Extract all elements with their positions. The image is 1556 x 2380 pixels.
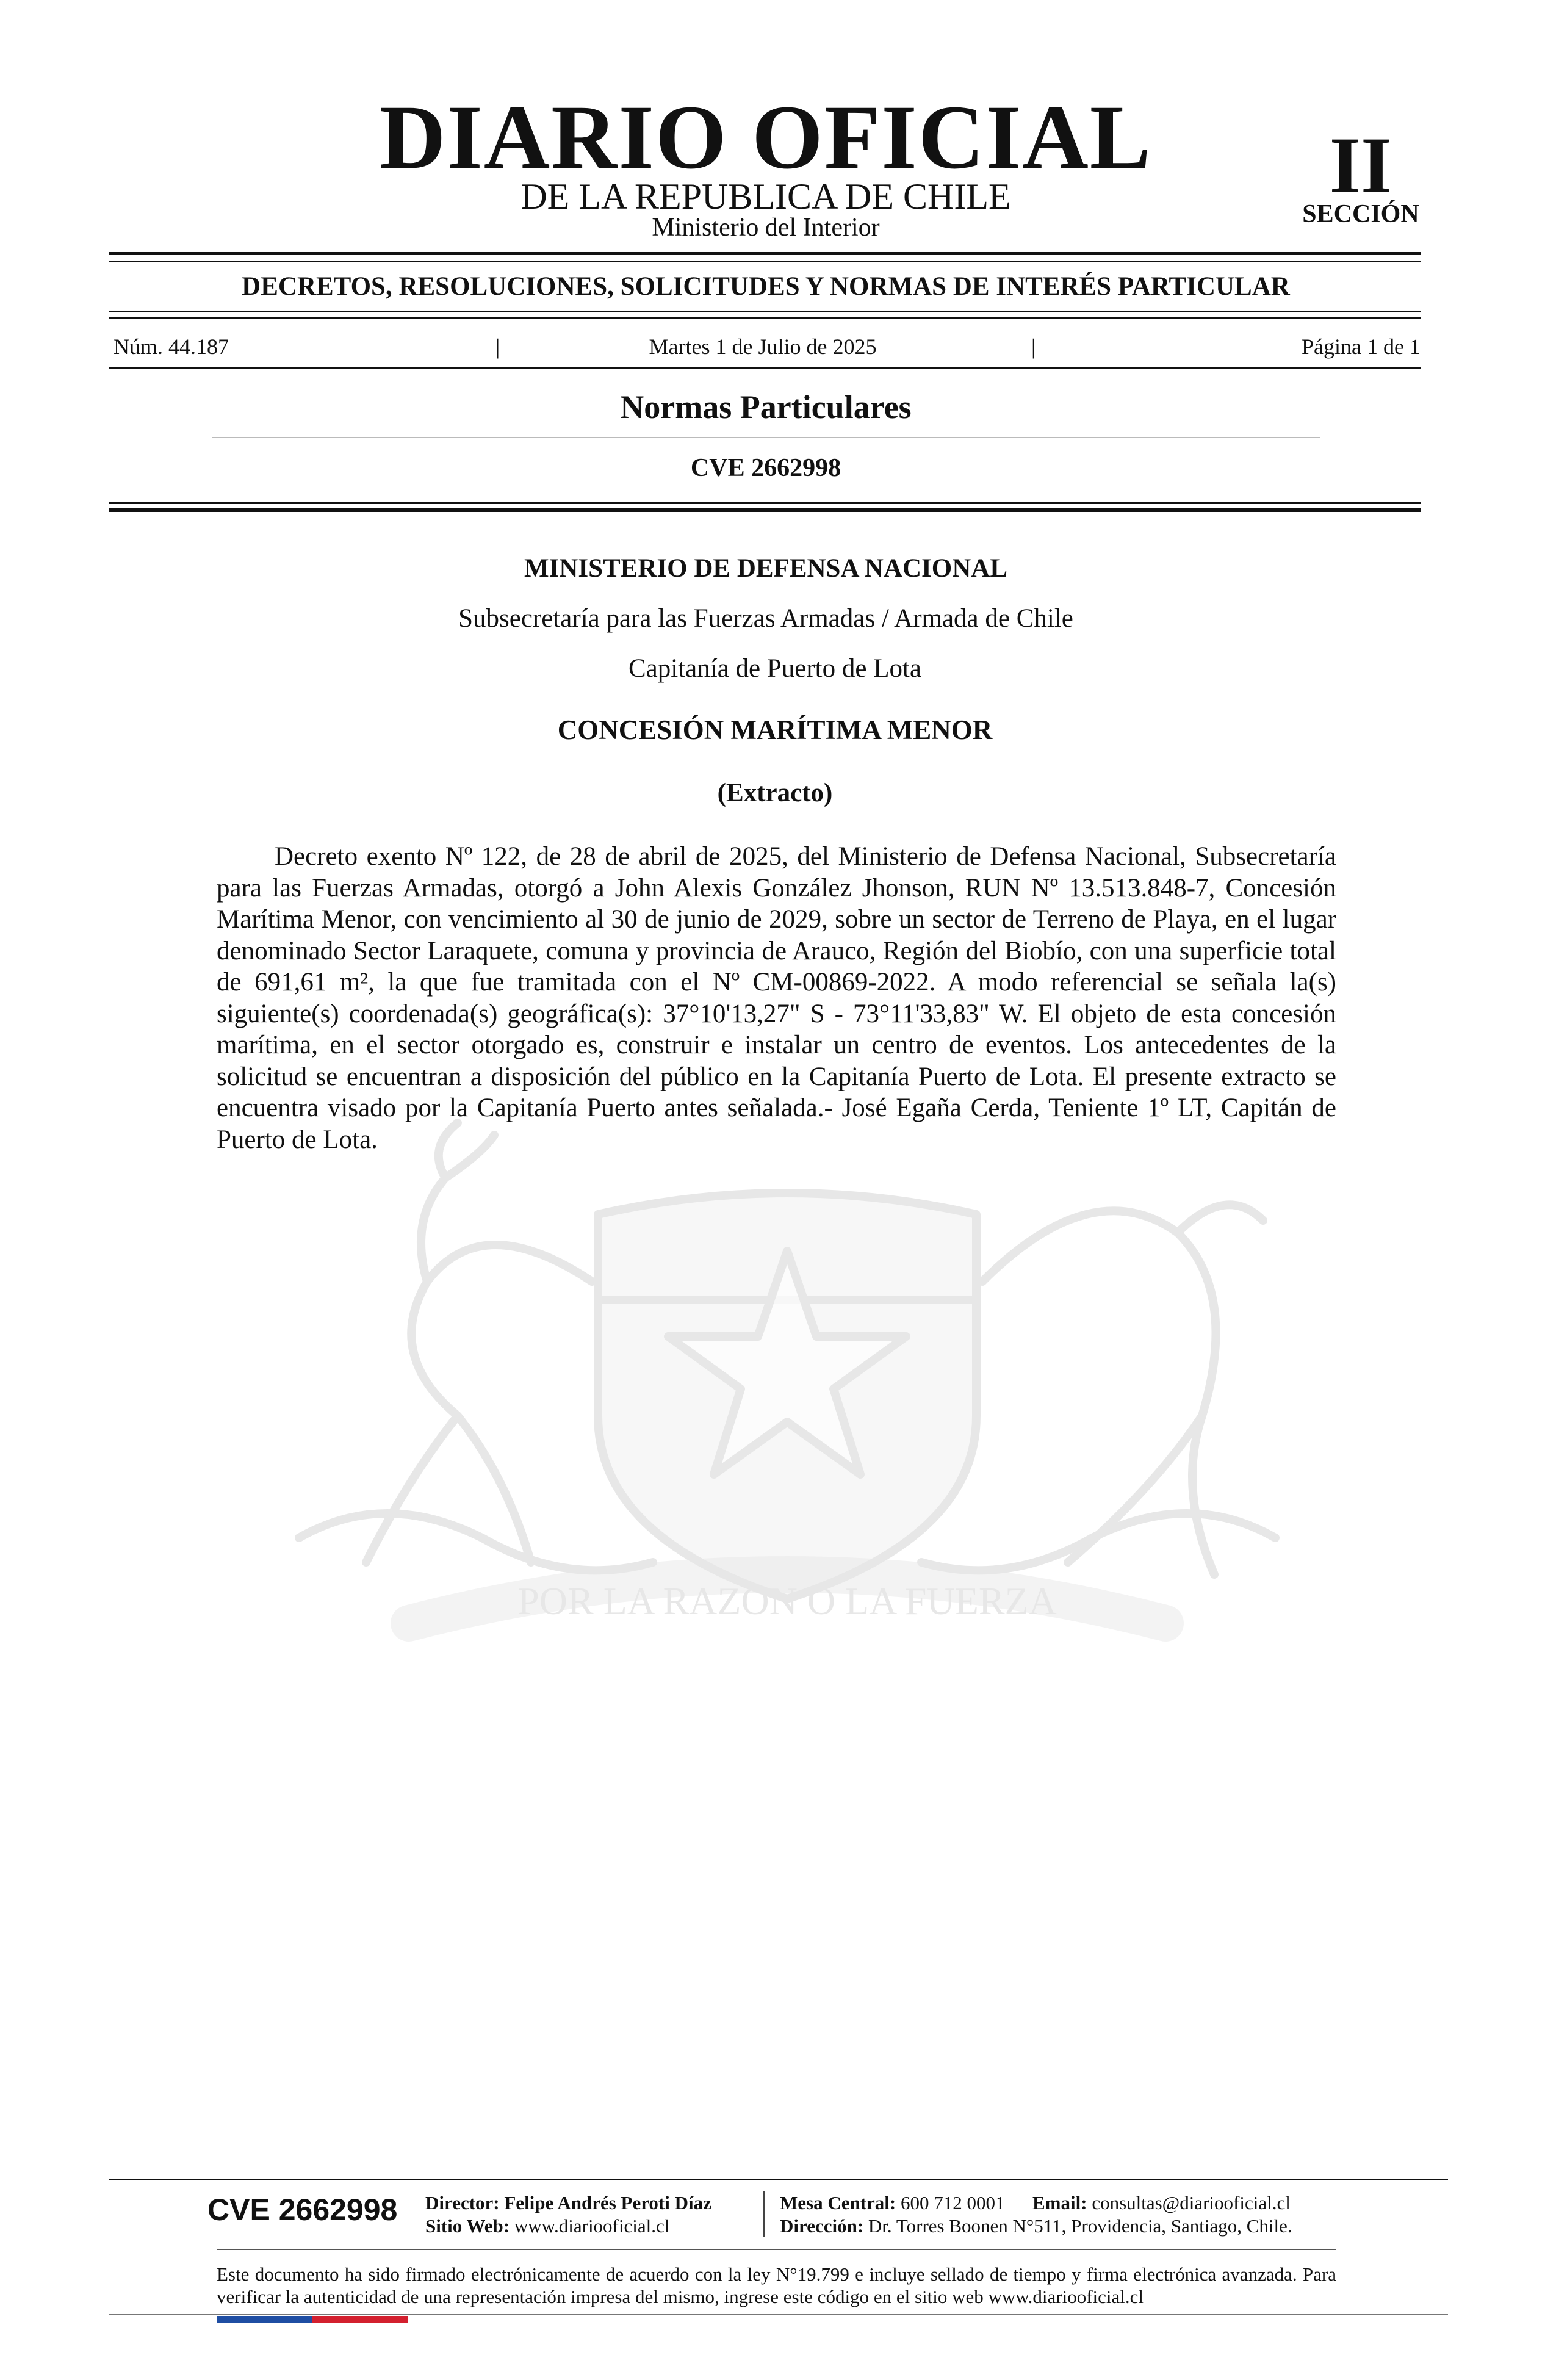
meta-separator: | bbox=[495, 334, 500, 359]
subsecretaria: Subsecretaría para las Fuerzas Armadas / Armada de Chile bbox=[458, 604, 1073, 633]
watermark-motto: POR LA RAZON O LA FUERZA bbox=[517, 1579, 1057, 1623]
rule-heading-bottom-thick bbox=[109, 317, 1421, 319]
document-title: CONCESIÓN MARÍTIMA MENOR bbox=[557, 715, 993, 745]
footer-website-link[interactable]: www.diariooficial.cl bbox=[514, 2215, 670, 2237]
rule-top-thin bbox=[109, 261, 1421, 262]
footer-email-link[interactable]: consultas@diariooficial.cl bbox=[1092, 2192, 1291, 2213]
coat-of-arms-watermark bbox=[226, 1098, 1349, 1648]
rule-top-thick bbox=[109, 252, 1421, 255]
issue-date: Martes 1 de Julio de 2025 bbox=[649, 334, 877, 359]
rule-footer-bottom bbox=[109, 2314, 1448, 2315]
rule-cve-thin bbox=[109, 502, 1421, 504]
rule-heading-bottom-thin bbox=[109, 311, 1421, 312]
footer-director bbox=[425, 2193, 711, 2212]
masthead-title: DIARIO OFICIAL bbox=[380, 87, 1152, 188]
section-label: SECCIÓN bbox=[1302, 200, 1419, 228]
masthead-subtitle: DE LA REPUBLICA DE CHILE bbox=[520, 176, 1011, 217]
document-subtitle: (Extracto) bbox=[717, 779, 833, 807]
flag-stripe-red bbox=[312, 2316, 408, 2323]
capitania: Capitanía de Puerto de Lota bbox=[628, 654, 921, 683]
flag-stripe-blue bbox=[217, 2316, 312, 2323]
section-number: II bbox=[1329, 120, 1392, 210]
rule-footer-top bbox=[109, 2179, 1448, 2180]
footer-signature-note: Este documento ha sido firmado electrónicamente de acuerdo con la ley N°19.799 e incluye sellado de tiempo y firma electrónica avanzada. Para verificar la autenticidad de una representación impresa del mismo, ingrese este código en el sitio web www.diariooficial.cl bbox=[217, 2263, 1336, 2307]
footer-mesa-value: 600 712 0001 bbox=[901, 2192, 1005, 2213]
footer-director-label: Director: bbox=[425, 2192, 500, 2213]
section-title: Normas Particulares bbox=[620, 389, 912, 425]
cve-code: CVE 2662998 bbox=[690, 454, 841, 482]
footer-cve-code: CVE 2662998 bbox=[207, 2193, 398, 2227]
footer-email-label: Email: bbox=[1032, 2192, 1087, 2213]
footer-address bbox=[780, 2216, 1292, 2235]
document-body: Decreto exento Nº 122, de 28 de abril de 2025, del Ministerio de Defensa Nacional, Subsecretaría para las Fuerzas Armadas, otorgó a John Alexis González Jhonson, RUN Nº 13.513.848-7, Concesión Marítima Menor, con vencimiento al 30 de junio de 2029, sobre un sector de Terreno de Playa, en el lugar denominado Sector Laraquete, comuna y provincia de Arauco, Región del Biobío, con una superficie total de 691,61 m², la que fue tramitada con el Nº CM-00869-2022. A modo referencial se señala la(s) siguiente(s) coordenada(s) geográfica(s): 37°10'13,27" S - 73°11'33,83" W. El objeto de esta concesión marítima, en el sector otorgado es, construir e instalar un centro de eventos. Los antecedentes de la solicitud se encuentran a disposición del público en la Capitanía Puerto de Lota. El presente extracto se encuentra visado por la Capitanía Puerto antes señalada.- José Egaña Cerda, Teniente 1º LT, Capitán de Puerto de Lota. bbox=[217, 842, 1336, 1154]
footer-website bbox=[425, 2216, 669, 2235]
footer-website-label: Sitio Web: bbox=[425, 2215, 510, 2237]
rule-meta-bottom bbox=[109, 367, 1421, 369]
rule-footer-mid bbox=[217, 2249, 1336, 2250]
page-number: Página 1 de 1 bbox=[1302, 334, 1421, 359]
footer-address-value: Dr. Torres Boonen N°511, Providencia, Santiago, Chile. bbox=[868, 2215, 1292, 2237]
masthead-ministry: Ministerio del Interior bbox=[652, 214, 880, 242]
footer-contact bbox=[780, 2193, 1291, 2212]
footer-divider bbox=[763, 2191, 765, 2237]
heading-band: DECRETOS, RESOLUCIONES, SOLICITUDES Y NORMAS DE INTERÉS PARTICULAR bbox=[242, 272, 1290, 301]
issuing-ministry: MINISTERIO DE DEFENSA NACIONAL bbox=[524, 554, 1008, 583]
meta-separator: | bbox=[1031, 334, 1036, 359]
rule-cve-thick bbox=[109, 508, 1421, 512]
rule-section-title bbox=[212, 437, 1320, 438]
footer-director-value: Felipe Andrés Peroti Díaz bbox=[504, 2192, 711, 2213]
issue-number: Núm. 44.187 bbox=[113, 334, 229, 359]
footer-address-label: Dirección: bbox=[780, 2215, 864, 2237]
footer-mesa-label: Mesa Central: bbox=[780, 2192, 896, 2213]
